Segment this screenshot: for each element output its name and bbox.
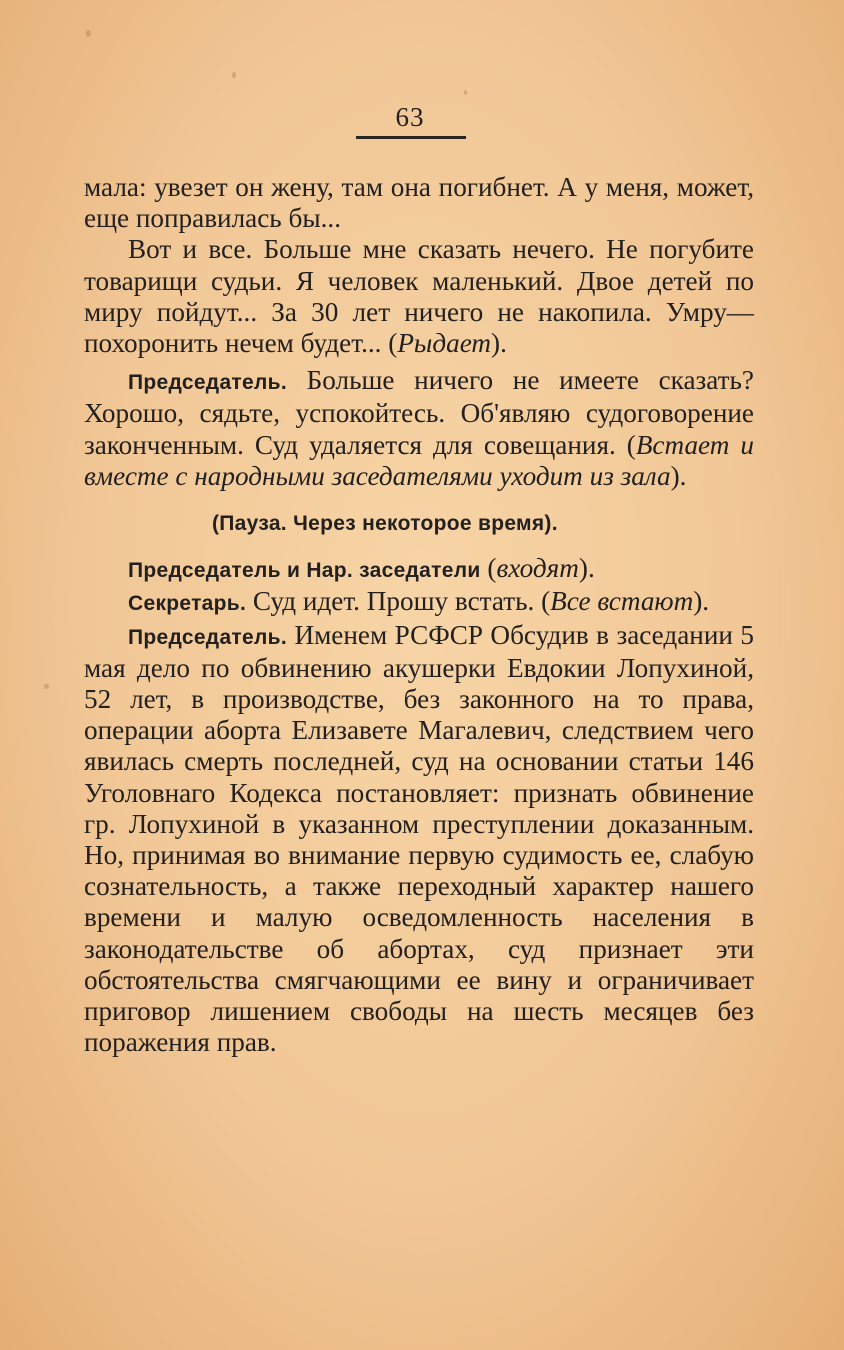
paren-open: (	[480, 553, 497, 584]
page-body	[84, 172, 754, 1058]
paragraph-4	[84, 553, 754, 586]
paragraph-5	[84, 586, 754, 619]
stage-direction: Рыдает	[397, 328, 492, 359]
paper-speck	[86, 30, 91, 37]
paragraph-text: Вот и все. Больше мне сказать нечего. Не погубите товарищи судьи. Я человек маленький. Двое детей по миру пойдут... За 30 лет ничего не накопила. Умру—похоронить нечем будет...	[84, 234, 754, 359]
header-rule	[356, 136, 466, 139]
page-number: 63	[395, 102, 425, 132]
paragraph-3	[84, 365, 754, 492]
paragraph-text: Именем РСФСР Обсудив в заседании 5 мая дело по обвинению акушерки Евдокии Лопухиной, 52 лет, в производстве, без законного на то права, операции аборта Елизавете Магалевич, следствием чего явилась смерть последней, суд на основании статьи 146 Уголовнаго Кодекса постановляет: признать обвинение гр. Лопухиной в указанном преступлении доказанным. Но, принимая во внимание первую судимость ее, слабую сознательность, а также переходный характер нашего времени и малую осведомленность населения в законодательстве об абортах, суд признает эти обстоятельства смягчающими ее вину и ограничивает приговор лишением свободы на шесть месяцев без поражения прав.	[84, 619, 754, 1058]
paper-speck	[44, 684, 49, 689]
paren-close: ).	[578, 553, 595, 584]
paragraph-text: мала: увезет он жену, там она погибнет. А у меня, может, еще поправилась бы...	[84, 172, 754, 234]
paren-open: (	[381, 328, 398, 359]
speaker-label: Председатель.	[128, 371, 287, 395]
paragraph-text: Больше ничего не имеете сказать? Хорошо, сядьте, успокойтесь. Об'являю судоговорение законченным. Суд удаляется для совещания. (	[84, 365, 754, 460]
speaker-label: Секретарь.	[128, 592, 247, 616]
speaker-label: Председатель и Нар. заседатели	[128, 559, 481, 583]
stage-direction: входят	[496, 553, 579, 584]
paren-close: ).	[693, 586, 710, 617]
paren-close: ).	[491, 328, 507, 359]
paper-speck	[464, 90, 467, 95]
paragraph-text: Суд идет. Прошу встать. (	[246, 586, 551, 617]
paper-speck	[232, 72, 236, 78]
paren-close: ).	[670, 460, 687, 491]
speaker-label: Председатель.	[128, 625, 287, 649]
stage-direction: Встает и вместе с народными заседателями уходит из зала	[84, 429, 754, 491]
paragraph-6	[84, 620, 754, 1059]
stage-direction: Все встают	[550, 586, 694, 617]
pause-heading: (Пауза. Через некоторое время).	[212, 512, 558, 536]
paragraph-1	[84, 172, 754, 234]
paragraph-2	[84, 234, 754, 359]
